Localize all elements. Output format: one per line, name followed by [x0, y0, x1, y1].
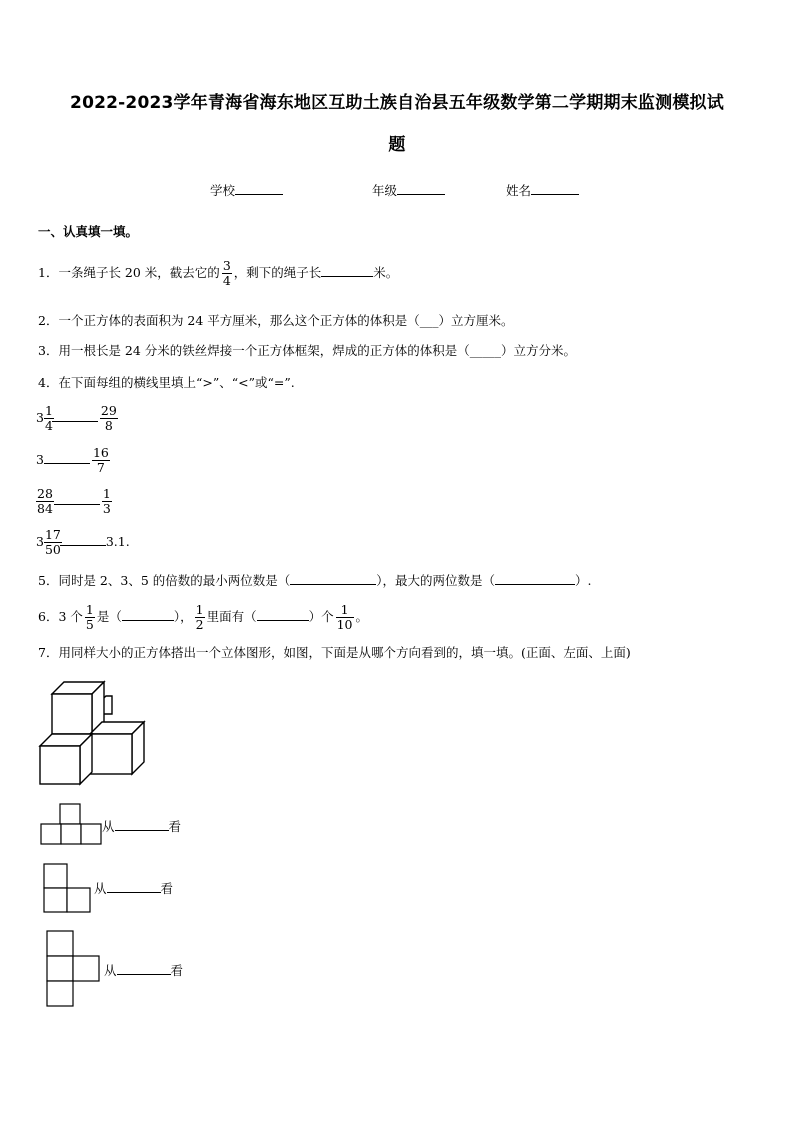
q4-r3-right-fraction: $\frac{1}{3}$ — [102, 486, 111, 516]
q4-r3-blank — [54, 492, 100, 505]
q4-r1-blank — [52, 409, 98, 422]
school-label: 学校 — [210, 183, 236, 198]
q6-part-a: 6．3 个 — [38, 609, 83, 624]
grade-label: 年级 — [372, 183, 398, 198]
view-3-blank — [117, 962, 171, 975]
name-field — [506, 182, 579, 199]
cube-figure — [38, 680, 148, 786]
q5-part-b: ），最大的两位数是（ — [376, 573, 496, 588]
q4-r4-right: 3.1. — [105, 534, 130, 549]
q6-blank-2 — [257, 608, 309, 621]
school-field — [210, 182, 283, 199]
q1-fraction: $\frac{3}{4}$ — [222, 258, 231, 288]
q6-fraction-3: $\frac{1}{10}$ — [336, 602, 353, 632]
q4-r4-left-fraction: $\frac{17}{50}$ — [44, 527, 61, 557]
q4-r1-left-fraction: $\frac{1}{4}$ — [44, 403, 53, 433]
name-label: 姓名 — [506, 183, 532, 198]
q4-row-1 — [36, 403, 120, 433]
q5-blank-1 — [290, 572, 376, 585]
page-title-continued: 题 — [388, 135, 406, 155]
q4-r3-left-fraction: $\frac{28}{84}$ — [37, 486, 53, 516]
view-2-blank — [107, 880, 161, 893]
view-1-look: 看 — [168, 819, 182, 834]
question-5 — [38, 572, 592, 589]
q5-part-c: ）. — [575, 573, 592, 588]
q1-suffix: 米。 — [373, 265, 399, 280]
q4-r2-right-fraction: $\frac{16}{7}$ — [92, 445, 109, 475]
q4-row-4 — [36, 527, 130, 557]
q6-blank-1 — [122, 608, 174, 621]
q1-mid: ，剩下的绳子长 — [233, 265, 322, 280]
view-3-from: 从 — [104, 963, 117, 978]
question-7: 7．用同样大小的正方体搭出一个立体图形，如图，下面是从哪个方向看到的，填一填。(正面、左面、上面) — [38, 645, 631, 660]
question-4: 4．在下面每组的横线里填上“>”、“<”或“=”. — [38, 375, 295, 390]
q4-r2-left: 3 — [36, 452, 44, 467]
q4-r1-right-fraction: $\frac{29}{8}$ — [100, 403, 117, 433]
name-blank — [531, 182, 579, 195]
q4-r2-blank — [44, 451, 90, 464]
q6-part-b: 是（ — [96, 609, 122, 624]
page-title: 2022-2023学年青海省海东地区互助土族自治县五年级数学第二学期期末监测模拟试 — [70, 93, 724, 113]
view-3-answer — [104, 962, 183, 979]
q6-part-c: ）， — [173, 609, 193, 624]
question-2: 2．一个正方体的表面积为 24 平方厘米，那么这个正方体的体积是（___）立方厘米。 — [38, 313, 514, 328]
view-2-grid — [43, 863, 91, 913]
q4-r4-blank — [60, 533, 106, 546]
view-1-answer — [102, 818, 181, 835]
view-2-from: 从 — [94, 881, 107, 896]
q6-part-e: ）个 — [308, 609, 334, 624]
view-1-from: 从 — [102, 819, 115, 834]
question-6 — [38, 601, 368, 633]
q5-blank-2 — [495, 572, 575, 585]
q5-part-a: 5．同时是 2、3、5 的倍数的最小两位数是（ — [38, 573, 291, 588]
q4-row-3 — [36, 486, 114, 516]
view-3-look: 看 — [170, 963, 184, 978]
q6-part-d: 里面有（ — [206, 609, 257, 624]
question-1 — [38, 258, 398, 288]
school-blank — [235, 182, 283, 195]
view-1-grid — [40, 803, 102, 845]
question-3: 3．用一根长是 24 分米的铁丝焊接一个正方体框架，焊成的正方体的体积是（_____）立方分米。 — [38, 343, 577, 358]
q1-answer-blank — [321, 264, 373, 277]
grade-field — [372, 182, 445, 199]
view-1-blank — [115, 818, 169, 831]
q4-r1-whole: 3 — [36, 410, 44, 425]
view-3-grid — [46, 930, 100, 1008]
q6-fraction-1: $\frac{1}{5}$ — [85, 602, 94, 632]
q4-r4-whole: 3 — [36, 534, 44, 549]
q6-part-f: 。 — [355, 609, 369, 624]
view-2-look: 看 — [160, 881, 174, 896]
q4-row-2 — [36, 445, 112, 475]
grade-blank — [397, 182, 445, 195]
q1-prefix: 1．一条绳子长 20 米，截去它的 — [38, 265, 220, 280]
view-2-answer — [94, 880, 173, 897]
q6-fraction-2: $\frac{1}{2}$ — [195, 602, 204, 632]
section-heading: 一、认真填一填。 — [38, 224, 139, 239]
